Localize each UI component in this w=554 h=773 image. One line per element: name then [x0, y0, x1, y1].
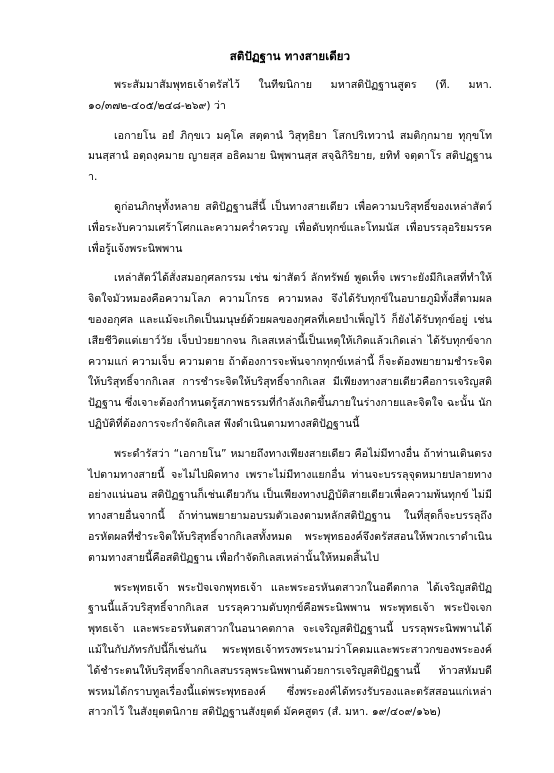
- paragraph-pali-verse: เอกายโน อยํ ภิกฺขเว มคฺโค สตฺตานํ วิสุทฺธิยา โสกปริเทวานํ สมติกฺกมาย ทุกฺขโทมนสฺสานํ อตฺถงฺคมาย ญายสฺส อธิคมาย นิพฺพานสฺส สจฺฉิกิริยาย, ยทิทํ จตฺตาโร สติปฏฺฐานา.: [88, 128, 492, 184]
- paragraph-ekayano: พระดำรัสว่า “เอกายโน” หมายถึงทางเพียงสายเดียว คือไม่มีทางอื่น ถ้าท่านเดินตรงไปตามทางสายนี้ จะไม่ไปผิดทาง เพราะไม่มีทางแยกอื่น ท่านจะบรรลุจุดหมายปลายทางอย่างแน่นอน สติปัฏฐานก็เช่นเดียวกัน เป็นเพียงทางปฏิบัติสายเดียวเพื่อความพ้นทุกข์ ไม่มีทางสายอื่นจากนี้ ถ้าท่านพยายามอบรมตัวเองตามหลักสติปัฏฐาน ในที่สุดก็จะบรรลุถึงอรหัตผลที่ชำระจิตให้บริสุทธิ์จากกิเลสทั้งหมด พระพุทธองค์จึงตรัสสอนให้พวกเราดำเนินตามทางสายนี้คือสติปัฏฐาน เพื่อกำจัดกิเลสเหล่านั้นให้หมดสิ้นไป: [88, 446, 492, 564]
- paragraph-buddhas: พระพุทธเจ้า พระปัจเจกพุทธเจ้า และพระอรหันตสาวกในอดีตกาล ได้เจริญสติปัฏฐานนี้แล้วบริสุทธิ์จากกิเลส บรรลุความดับทุกข์คือพระนิพพาน พระพุทธเจ้า พระปัจเจกพุทธเจ้า และพระอรหันตสาวกในอนาคตกาล จะเจริญสติปัฏฐานนี้ บรรลุพระนิพพานได้ แม้ในกัปภัทรกัปนี้ก็เช่นกัน พระพุทธเจ้าทรงพระนามว่าโคดมและพระสาวกของพระองค์ ได้ชำระตนให้บริสุทธิ์จากกิเลสบรรลุพระนิพพานด้วยการเจริญสติปัฏฐานนี้ ท้าวสหัมบดีพรหมได้กราบทูลเรื่องนี้แด่พระพุทธองค์ ซึ่งพระองค์ได้ทรงรับรองและตรัสสอนแก่เหล่าสาวกไว้ ในสังยุตตนิกาย สติปัฏฐานสังยุตต์ มัคคสูตร (สํ. มหา. ๑๙/๔๐๙/๑๖๒): [88, 580, 492, 719]
- paragraph-intro: พระสัมมาสัมพุทธเจ้าตรัสไว้ ในทีฆนิกาย มหาสติปัฏฐานสูตร (ที. มหา. ๑๐/๓๗๒-๔๐๕/๒๔๘-๒๖๙) ว่า: [88, 78, 492, 112]
- document-title: สติปัฏฐาน ทางสายเดียว: [229, 49, 351, 63]
- paragraph-explanation: เหล่าสัตว์ได้สั่งสมอกุศลกรรม เช่น ฆ่าสัตว์ ลักทรัพย์ พูดเท็จ เพราะยังมีกิเลสที่ทำให้จิตใจมัวหมองคือความโลภ ความโกรธ ความหลง จึงได้รับทุกข์ในอบายภูมิทั้งสี่ตามผลของอกุศล และแม้จะเกิดเป็นมนุษย์ด้วยผลของกุศลที่เคยบำเพ็ญไว้ ก็ยังได้รับทุกข์อยู่ เช่น เสียชีวิตแต่เยาว์วัย เจ็บป่วยยากจน กิเลสเหล่านี้เป็นเหตุให้เกิดแล้วเกิดเล่า ได้รับทุกข์จากความแก่ ความเจ็บ ความตาย ถ้าต้องการจะพ้นจากทุกข์เหล่านี้ ก็จะต้องพยายามชำระจิตให้บริสุทธิ์จากกิเลส การชำระจิตให้บริสุทธิ์จากกิเลส มีเพียงทางสายเดียวคือการเจริญสติปัฏฐาน ซึ่งเจาะต้องกำหนดรู้สภาพธรรมที่กำลังเกิดขึ้นภายในร่างกายและจิตใจ ฉะนั้น นักปฏิบัติที่ต้องการจะกำจัดกิเลส พึงดำเนินตามทางสติปัฏฐานนี้: [88, 271, 492, 430]
- paragraph-translation: ดูก่อนภิกษุทั้งหลาย สติปัฏฐานสี่นี้ เป็นทางสายเดียว เพื่อความบริสุทธิ์ของเหล่าสัตว์ เพื่อระงับความเศร้าโศกและความคร่ำครวญ เพื่อดับทุกข์และโทมนัส เพื่อบรรลุอริยมรรค เพื่อรู้แจ้งพระนิพพาน: [88, 199, 492, 255]
